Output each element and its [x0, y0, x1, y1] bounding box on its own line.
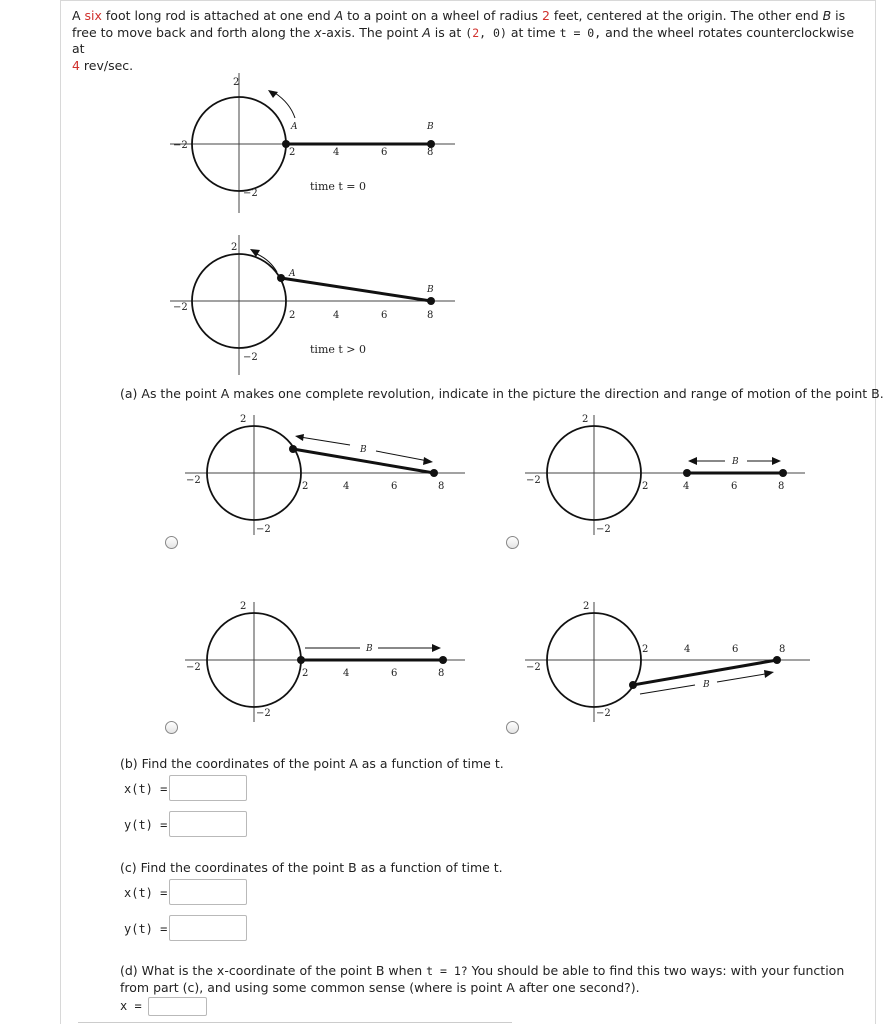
part-b-x-input[interactable] [169, 775, 247, 801]
svg-text:−2: −2 [243, 352, 258, 363]
svg-text:time t > 0: time t > 0 [310, 343, 367, 356]
svg-text:6: 6 [391, 481, 398, 492]
option-4-figure [520, 597, 815, 727]
option-1-radio[interactable] [165, 536, 178, 549]
svg-text:8: 8 [779, 644, 786, 655]
option-2-radio[interactable] [506, 536, 519, 549]
svg-text:2: 2 [231, 242, 238, 253]
svg-text:6: 6 [731, 481, 738, 492]
svg-text:−2: −2 [186, 662, 201, 673]
speed-value: 4 [72, 57, 80, 73]
part-d-x-label: x = [120, 999, 142, 1013]
svg-text:B: B [366, 644, 373, 654]
svg-text:2: 2 [289, 310, 296, 321]
svg-text:2: 2 [583, 601, 590, 612]
svg-text:A: A [289, 269, 296, 279]
svg-text:8: 8 [438, 481, 445, 492]
svg-text:6: 6 [381, 310, 388, 321]
svg-text:2: 2 [642, 644, 649, 655]
svg-text:6: 6 [381, 147, 388, 158]
part-b-question: (b) Find the coordinates of the point A as a function of time t. [120, 756, 504, 771]
svg-text:4: 4 [343, 481, 350, 492]
svg-text:2: 2 [302, 481, 309, 492]
option-3-radio[interactable] [165, 721, 178, 734]
problem-statement: A six foot long rod is attached at one end A to a point on a wheel of radius 2 feet, centered at the origin. The other end B is free to move back and forth along the x-axis. The point A is at (2, 0) at time t = 0, and the wheel rotates counterclockwise at 4 rev/sec. [72, 8, 855, 73]
svg-text:6: 6 [391, 668, 398, 679]
part-d-question: (d) What is the x-coordinate of the point B when t = 1? You should be able to find this two ways: with your function from part (c), and using some common sense (where is point A after one second?). [120, 963, 845, 995]
svg-text:8: 8 [778, 481, 785, 492]
svg-text:2: 2 [642, 481, 649, 492]
svg-text:4: 4 [333, 147, 340, 158]
svg-text:2: 2 [240, 414, 247, 425]
svg-text:2: 2 [240, 601, 247, 612]
svg-text:−2: −2 [256, 708, 271, 719]
svg-text:4: 4 [683, 481, 690, 492]
svg-text:B: B [732, 457, 739, 467]
svg-text:4: 4 [684, 644, 691, 655]
svg-text:8: 8 [427, 310, 434, 321]
figure-time-positive [165, 230, 465, 380]
option-3-figure [180, 597, 470, 727]
figure-time-zero [165, 68, 465, 218]
part-b-y-label: y(t) = [124, 818, 168, 832]
svg-text:−2: −2 [596, 524, 611, 535]
bottom-divider [78, 1022, 512, 1023]
svg-text:−2: −2 [256, 524, 271, 535]
svg-text:−2: −2 [596, 708, 611, 719]
option-4-radio[interactable] [506, 721, 519, 734]
svg-text:−2: −2 [526, 475, 541, 486]
top-border [60, 0, 876, 1]
svg-text:2: 2 [302, 668, 309, 679]
svg-text:−2: −2 [526, 662, 541, 673]
svg-text:8: 8 [438, 668, 445, 679]
svg-text:6: 6 [732, 644, 739, 655]
svg-text:B: B [703, 680, 710, 690]
svg-text:−2: −2 [186, 475, 201, 486]
svg-text:2: 2 [233, 77, 240, 88]
rod-length: six [84, 8, 102, 23]
part-d-x-input[interactable] [148, 997, 207, 1016]
svg-text:A: A [291, 122, 298, 132]
svg-text:time t = 0: time t = 0 [310, 180, 367, 193]
svg-text:B: B [360, 445, 367, 455]
option-1-figure [180, 410, 470, 540]
svg-text:−2: −2 [173, 302, 188, 313]
option-2-figure [520, 410, 810, 540]
svg-text:−2: −2 [173, 140, 188, 151]
svg-text:4: 4 [333, 310, 340, 321]
svg-text:8: 8 [427, 147, 434, 158]
svg-text:2: 2 [582, 414, 589, 425]
part-c-x-label: x(t) = [124, 886, 168, 900]
svg-text:B: B [427, 285, 434, 295]
part-c-y-label: y(t) = [124, 922, 168, 936]
part-b-y-input[interactable] [169, 811, 247, 837]
svg-text:2: 2 [289, 147, 296, 158]
part-c-x-input[interactable] [169, 879, 247, 905]
svg-text:B: B [427, 122, 434, 132]
part-c-question: (c) Find the coordinates of the point B as a function of time t. [120, 860, 503, 875]
radius-value: 2 [541, 8, 550, 23]
svg-text:−2: −2 [243, 188, 258, 199]
svg-text:4: 4 [343, 668, 350, 679]
part-c-y-input[interactable] [169, 915, 247, 941]
part-b-x-label: x(t) = [124, 782, 168, 796]
part-a-question: (a) As the point A makes one complete revolution, indicate in the picture the direction and range of motion of the point B. [120, 386, 884, 401]
